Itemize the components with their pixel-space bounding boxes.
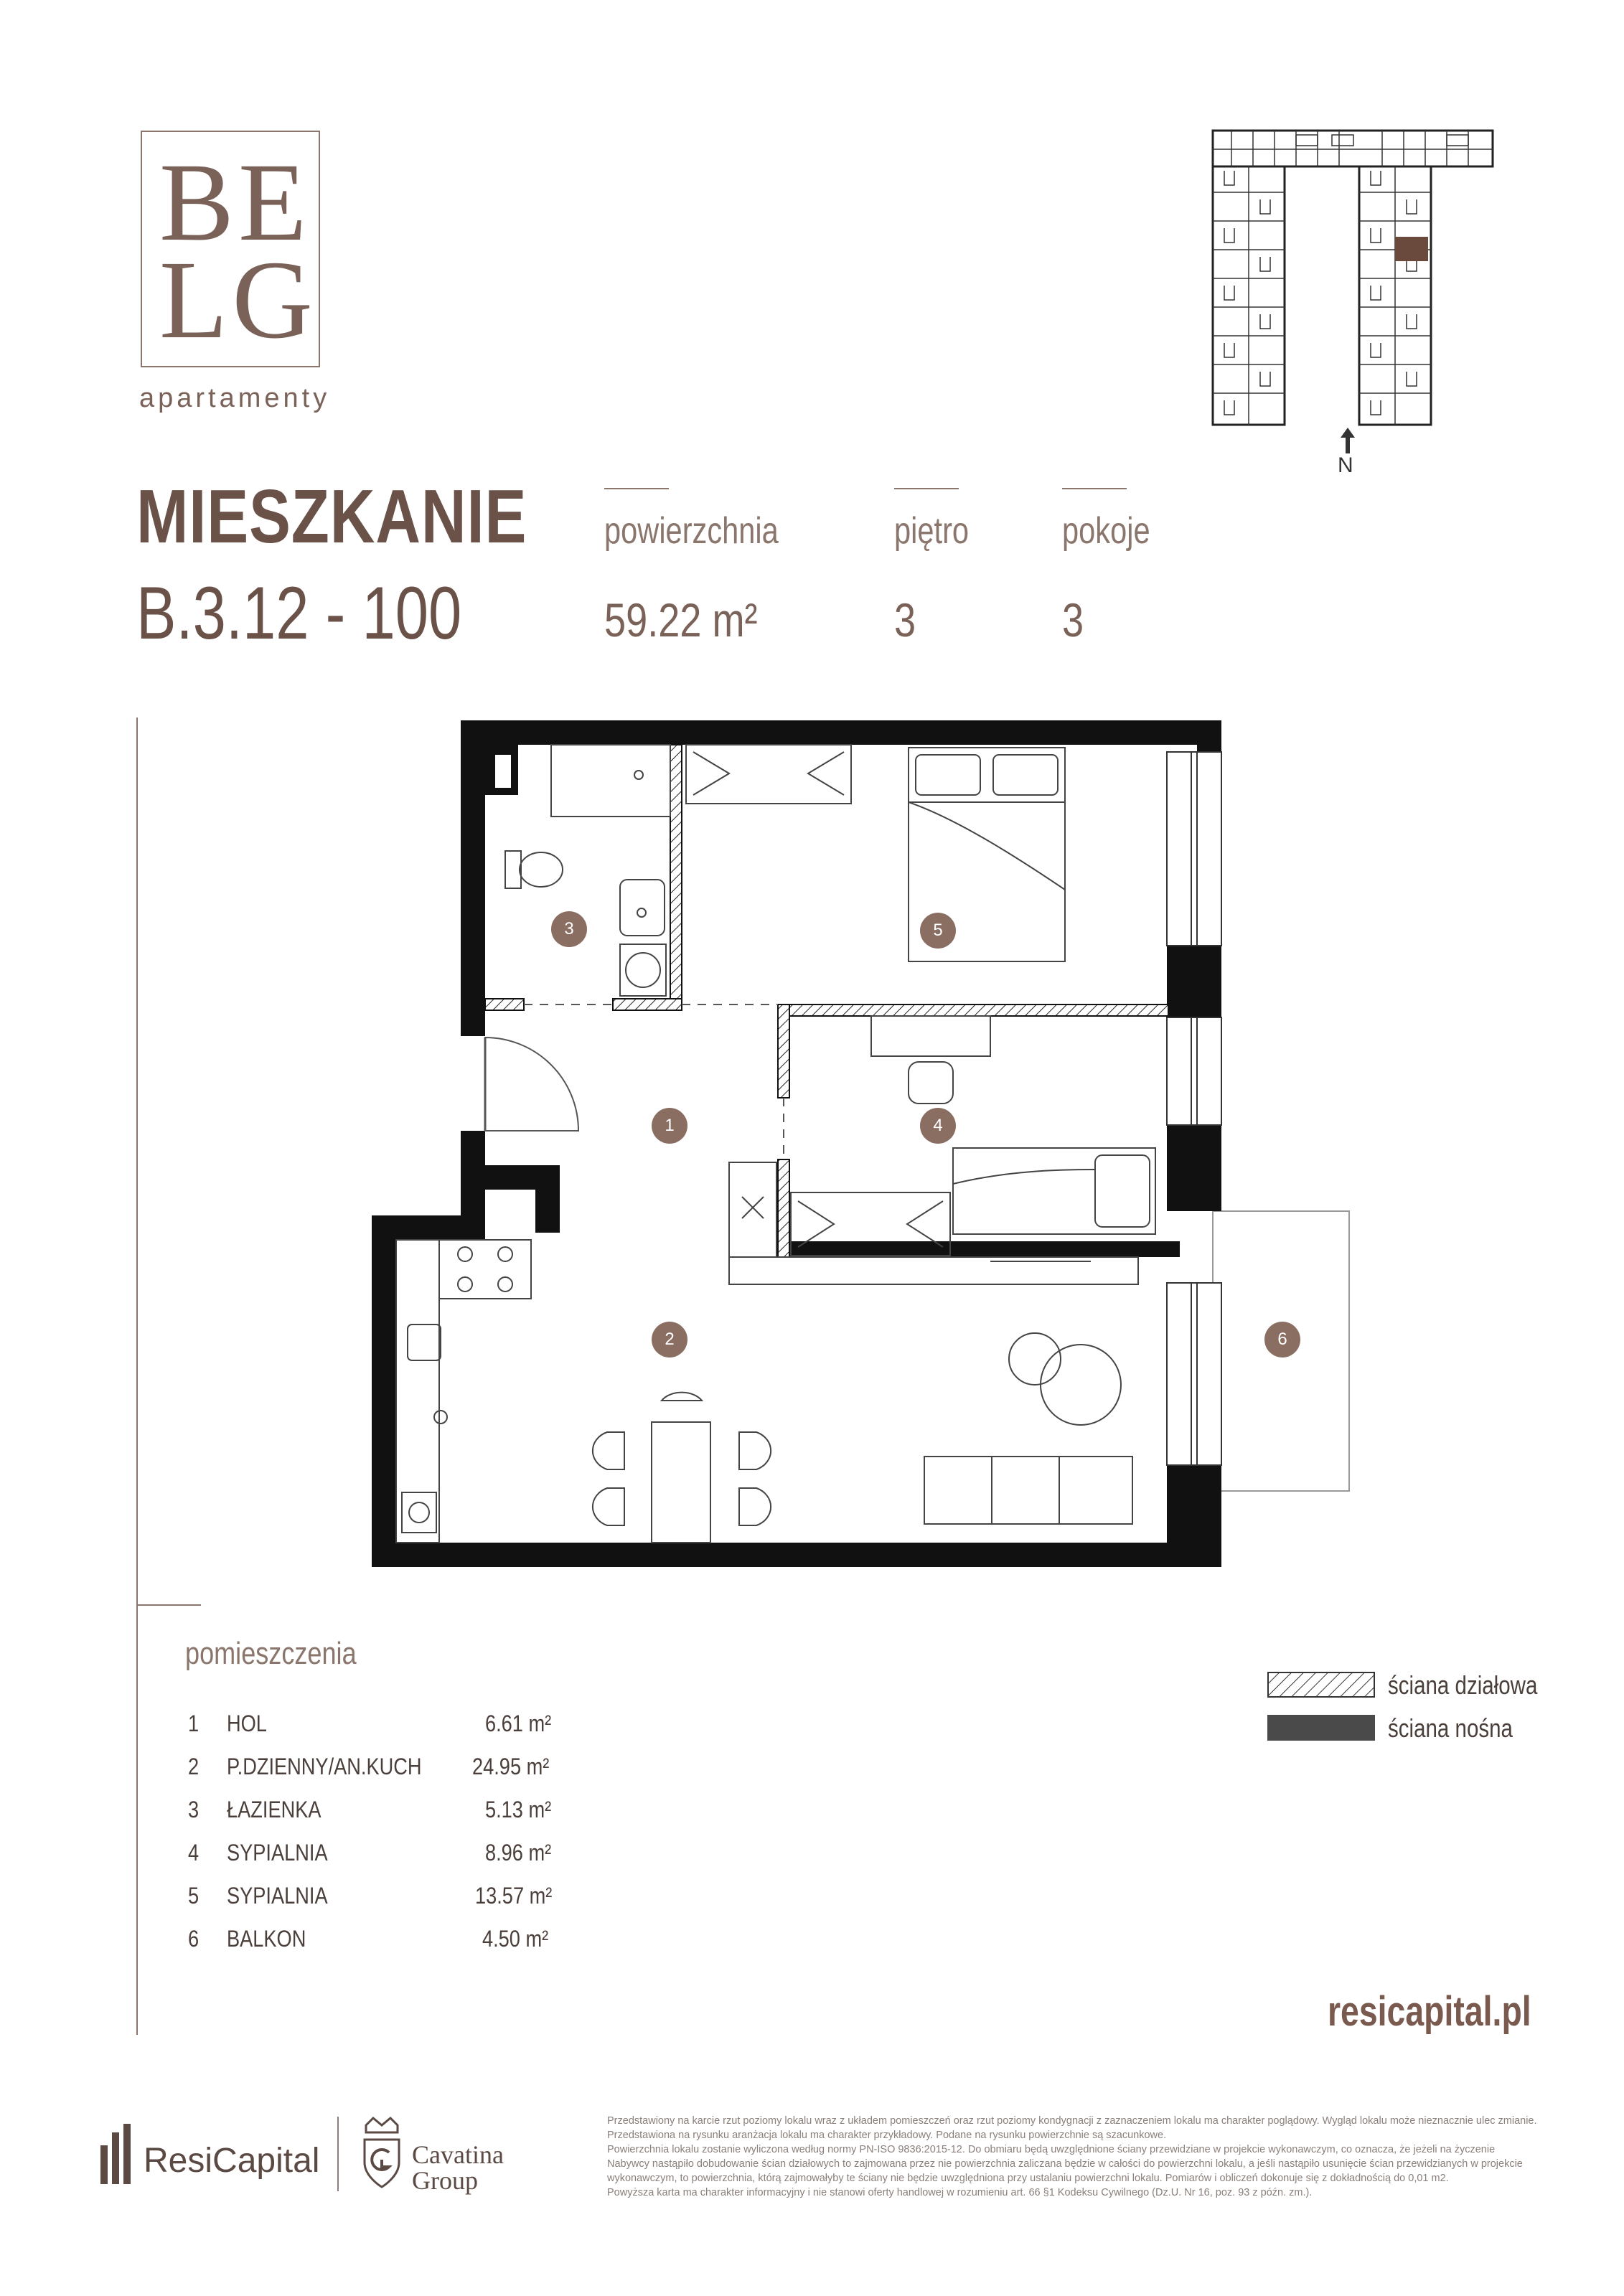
disclaimer-line: Przedstawiona na rysunku aranżacja lokalu ma charakter przykładowy. Podane na rysunku powierzchnie są szacunkowe. [607, 2130, 1167, 2141]
unit-highlight [1395, 237, 1428, 261]
brand-divider [337, 2117, 339, 2191]
room-name: HOL [227, 1711, 267, 1736]
cavatina-brand-line-2: Group [412, 2166, 478, 2195]
cavatina-crest-icon [360, 2115, 403, 2190]
disclaimer [607, 2114, 1624, 2200]
logo-frame-bottom [141, 366, 320, 367]
stat-value-area: 59.22 m² [604, 593, 758, 646]
disclaimer-line: wykonawczym, to powierzchnia, którą zajmowałyby te ściany nie będzie uwzględniona przy ustalaniu powierzchni lokalu. Pomiarów i obliczeń dokonuje się z dokładnością do 0,01 m2. [607, 2173, 1449, 2184]
left-rule [136, 718, 138, 2035]
stat-value-floor: 3 [894, 593, 916, 646]
room-no: 6 [188, 1926, 200, 1952]
floor-plan [366, 710, 1363, 1578]
building-site-plan [1210, 128, 1497, 436]
rooms-divider [136, 1604, 201, 1606]
room-area: 13.57 m² [475, 1883, 553, 1909]
logo-line-2: LG [159, 237, 317, 362]
room-area: 4.50 m² [482, 1926, 549, 1952]
legend-load-bearing-label: ściana nośna [1388, 1713, 1513, 1743]
legend-partition-label: ściana działowa [1388, 1670, 1538, 1700]
stat-value-rooms: 3 [1062, 593, 1084, 646]
stat-label-floor: piętro [894, 510, 970, 552]
disclaimer-line: Nabywcy nastąpiło dobudowanie ścian działowych to zajmowana przez nie powierzchnia zaliczana będzie w całości do powierzchni lokalu, a jeśli nastąpiło usunięcie ścian przewidzianych w projekcie [607, 2158, 1523, 2170]
north-arrow-icon [1339, 428, 1356, 453]
disclaimer-line: Powierzchnia lokalu zostanie wyliczona według normy PN-ISO 9836:2015-12. Do obmiaru będą uwzględnione ściany przewidziane w projekcie wykonawczym, co oznacza, że jeżeli na życzenie [607, 2144, 1496, 2155]
room-name: BALKON [227, 1926, 306, 1952]
stat-label-area: powierzchnia [604, 510, 779, 552]
plan-badge-room-6: 6 [1264, 1322, 1300, 1358]
room-name: P.DZIENNY/AN.KUCH [227, 1754, 422, 1779]
room-no: 5 [188, 1883, 200, 1909]
resicapital-brand: ResiCapital [144, 2142, 320, 2180]
logo-frame-right [319, 131, 320, 367]
plan-badge-room-1: 1 [652, 1108, 687, 1144]
rooms-title: pomieszczenia [185, 1636, 357, 1671]
room-name: ŁAZIENKA [227, 1797, 321, 1822]
load-bearing-wall-swatch [1267, 1715, 1375, 1741]
logo-tagline: apartamenty [139, 383, 331, 413]
room-area: 5.13 m² [485, 1797, 552, 1822]
plan-badge-room-4: 4 [920, 1108, 956, 1144]
stat-divider [604, 488, 669, 489]
disclaimer-line: Powyższa karta ma charakter informacyjny i nie stanowi oferty handlowej w rozumieniu art. 66 §1 Kodeksu Cywilnego (Dz.U. Nr 16, poz. 93 z późn. zm.). [607, 2187, 1313, 2198]
room-name: SYPIALNIA [227, 1883, 328, 1909]
room-name: SYPIALNIA [227, 1840, 328, 1866]
room-no: 3 [188, 1797, 200, 1822]
stat-divider [1062, 488, 1127, 489]
unit-code: B.3.12 - 100 [136, 572, 462, 655]
stat-label-rooms: pokoje [1062, 510, 1150, 552]
logo-line-1: BE [159, 140, 311, 264]
compass-label: N [1338, 453, 1353, 477]
resicapital-logo-icon [100, 2124, 136, 2184]
plan-badge-room-2: 2 [652, 1322, 687, 1358]
room-no: 4 [188, 1840, 200, 1866]
website-link[interactable]: resicapital.pl [1328, 1988, 1531, 2035]
room-area: 24.95 m² [472, 1754, 550, 1779]
room-area: 8.96 m² [485, 1840, 552, 1866]
page-title: MIESZKANIE [136, 474, 527, 559]
room-no: 1 [188, 1711, 200, 1736]
cavatina-brand-line-1: Cavatina [412, 2140, 504, 2169]
plan-badge-room-3: 3 [551, 911, 587, 947]
partition-wall-swatch [1267, 1672, 1375, 1698]
stat-divider [894, 488, 959, 489]
room-no: 2 [188, 1754, 200, 1779]
plan-badge-room-5: 5 [920, 913, 956, 949]
disclaimer-line: Przedstawiony na karcie rzut poziomy lokalu wraz z układem pomieszczeń oraz rzut poziomy kondygnacji z zaznaczeniem lokalu ma charakter poglądowy. Wygląd lokalu może nieznacznie ulec zmianie. [607, 2115, 1537, 2127]
room-area: 6.61 m² [485, 1711, 552, 1736]
